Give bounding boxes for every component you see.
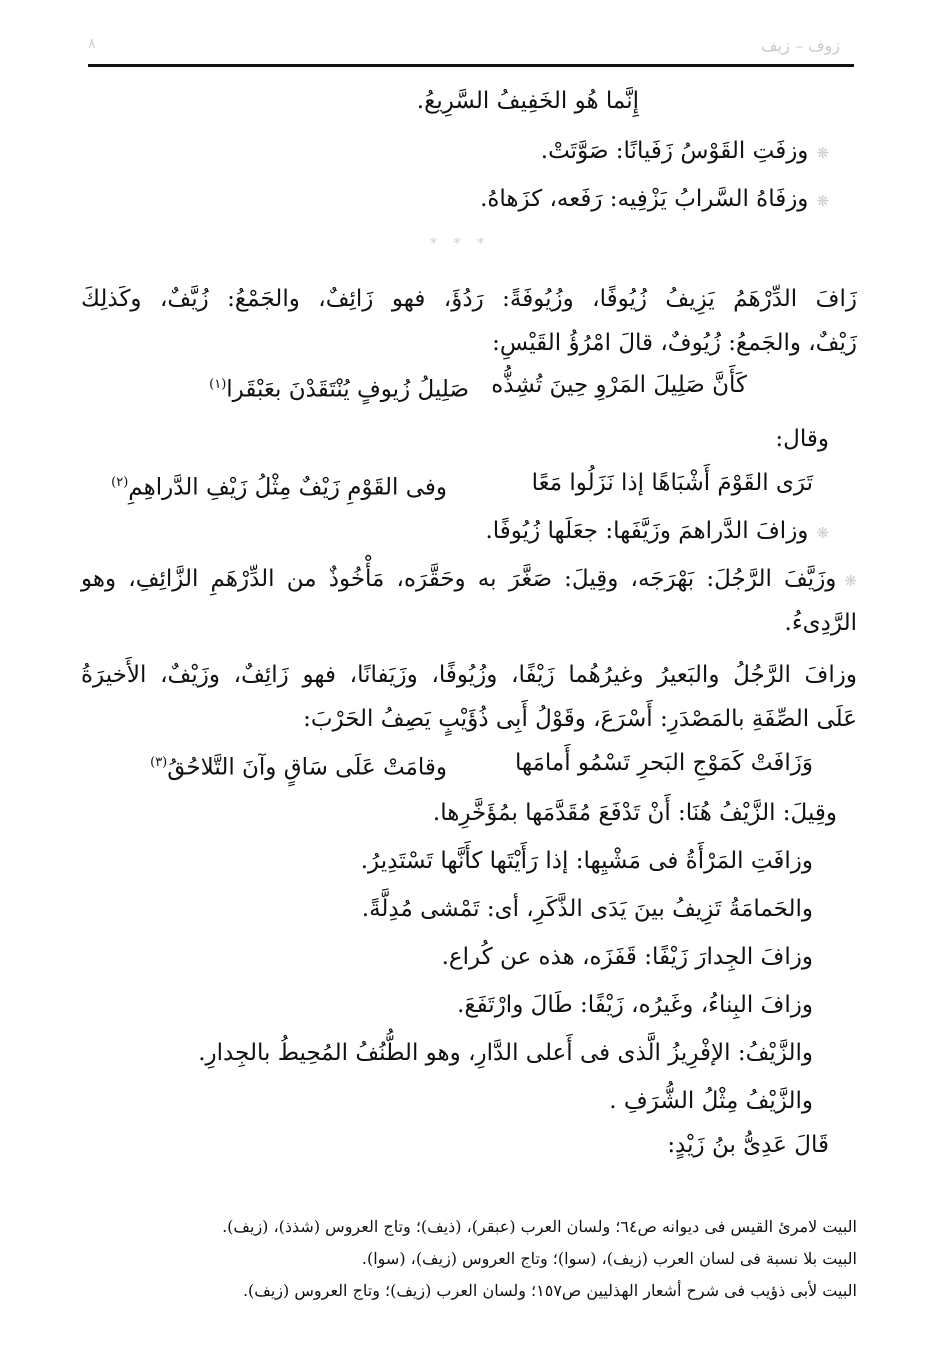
bullet-icon: ❋	[816, 524, 829, 542]
text-span: وزافَ الدَّراهمَ وزَيَّفَها: جعَلَها زُيُوفًا.	[485, 518, 809, 544]
text-line	[480, 184, 829, 216]
footnote: البيت لامرئ القيس فى ديوانه ص٦٤؛ ولسان العرب (عبقر)، (ذيف)؛ وتاج العروس (شذذ)، (زيف).	[222, 1217, 857, 1236]
text-line: زَيْفٌ، والجَمعُ: زُيُوفٌ، قالَ امْرُؤُ القَيْسِ:	[492, 330, 857, 356]
text-line: وزافَتِ المَرْأَةُ فى مَشْيِها: إذا رَأَيْتَها كأَنَّها تَسْتَدِيرُ.	[360, 848, 813, 874]
verse-left-hemistich	[111, 468, 447, 503]
verse-right-hemistich: وَزَافَتْ كَمَوْجِ البَحرِ تَسْمُو أَمامَها	[514, 750, 813, 776]
text-line: وزافَ البِناءُ، وغَيرُه، زَيْفًا: طَالَ وارْتَفَعَ.	[457, 992, 813, 1018]
text-line: عَلَى الصِّفَةِ بالمَصْدَرِ: أَسْرَعَ، وقَوْلُ أَبِى ذُؤَيْبٍ يَصِفُ الحَرْبَ:	[303, 706, 857, 732]
text-line: إِنَّما هُو الخَفِيفُ السَّرِيعُ.	[416, 88, 639, 114]
footnote-ref: (١)	[209, 377, 227, 392]
section-separator: * * *	[430, 236, 490, 252]
text-line: وزافَ الرَّجُلُ والبَعيرُ وغيرُهُما زَيْفًا، وزُيُوفًا، وزَيَفانًا، فهو زَائِفٌ، وزَيْفٌ، الأَخيرَةُ	[81, 662, 857, 688]
text-line: قَالَ عَدِىُّ بنُ زَيْدٍ:	[667, 1132, 829, 1158]
verse-right-hemistich: تَرَى القَوْمَ أَشْبَاهًا إذا نَزَلُوا مَعًا	[531, 470, 813, 496]
text-span: وزَيَّفَ الرَّجُلَ: بَهْرَجَه، وقِيلَ: صَغَّرَ به وحَقَّرَه، مَأْخُوذٌ من الدِّرْهَمِ الزَّائِفِ، وهو	[81, 566, 837, 592]
verse-left-hemistich	[150, 748, 447, 783]
corner-mark: ٨	[88, 36, 96, 52]
text-line: الرَّدِىءُ.	[784, 610, 857, 636]
footnote-ref: (٢)	[111, 475, 129, 490]
text-span: وزفَتِ القَوْسُ زَفَيانًا: صَوَّتَتْ.	[540, 138, 809, 164]
verse-left-hemistich	[209, 370, 469, 405]
text-line: والزَّيْفُ: الإفْرِيزُ الَّذى فى أَعلى الدَّارِ، وهو الطُّنُفُ المُحِيطُ بالجِدارِ.	[198, 1040, 813, 1066]
verse-text: وقامَتْ عَلَى سَاقٍ وآنَ التَّلاحُقُ	[167, 754, 447, 781]
text-line: وقِيلَ: الزَّيْفُ هُنَا: أَنْ تَدْفَعَ مُقَدَّمَها بمُؤَخَّرِها.	[432, 800, 837, 826]
text-line: زَافَ الدِّرْهَمُ يَزِيفُ زُيُوفًا، وزُيُوفَةً: رَدُؤَ، فهو زَائِفٌ، والجَمْعُ: زُيَّفٌ، وكَذلِكَ	[81, 286, 857, 312]
text-line	[81, 564, 857, 596]
text-line: والحَمامَةُ تَزِيفُ بينَ يَدَى الذَّكَرِ، أى: تَمْشى مُدِلَّةً.	[361, 896, 813, 922]
text-line	[541, 136, 829, 168]
bullet-icon: ❋	[816, 192, 829, 210]
header-rule	[88, 64, 854, 67]
footnote: البيت بلا نسبة فى لسان العرب (زيف)، (سوا)؛ وتاج العروس (زيف)، (سوا).	[361, 1249, 857, 1268]
footnote-ref: (٣)	[150, 755, 168, 770]
verse-text: صَلِيلُ زُيوفٍ يُنْتَقَدْنَ بعَبْقَرا	[226, 376, 469, 403]
text-line	[485, 516, 829, 548]
text-span: وزفَاهُ السَّرابُ يَزْفِيه: رَفَعه، كزَهاهُ.	[480, 186, 809, 212]
verse-right-hemistich: كَأَنَّ صَلِيلَ المَرْوِ حِينَ تُشِذُّه	[491, 372, 747, 398]
bullet-icon: ❋	[816, 144, 829, 162]
verse-text: وفى القَوْمِ زَيْفٌ مِثْلُ زَيْفِ الدَّراهِمِ	[128, 474, 447, 501]
running-head: زوف – زيف	[761, 36, 840, 55]
bullet-icon: ❋	[844, 572, 857, 590]
footnote: البيت لأبى ذؤيب فى شرح أشعار الهذليين ص١٥٧؛ ولسان العرب (زيف)؛ وتاج العروس (زيف).	[242, 1281, 857, 1300]
text-line: وقال:	[775, 426, 829, 452]
text-line: والزَّيْفُ مِثْلُ الشُّرَفِ .	[609, 1088, 813, 1114]
text-line: وزافَ الجِدارَ زَيْفًا: قَفَزَه، هذه عن كُراع.	[441, 944, 813, 970]
